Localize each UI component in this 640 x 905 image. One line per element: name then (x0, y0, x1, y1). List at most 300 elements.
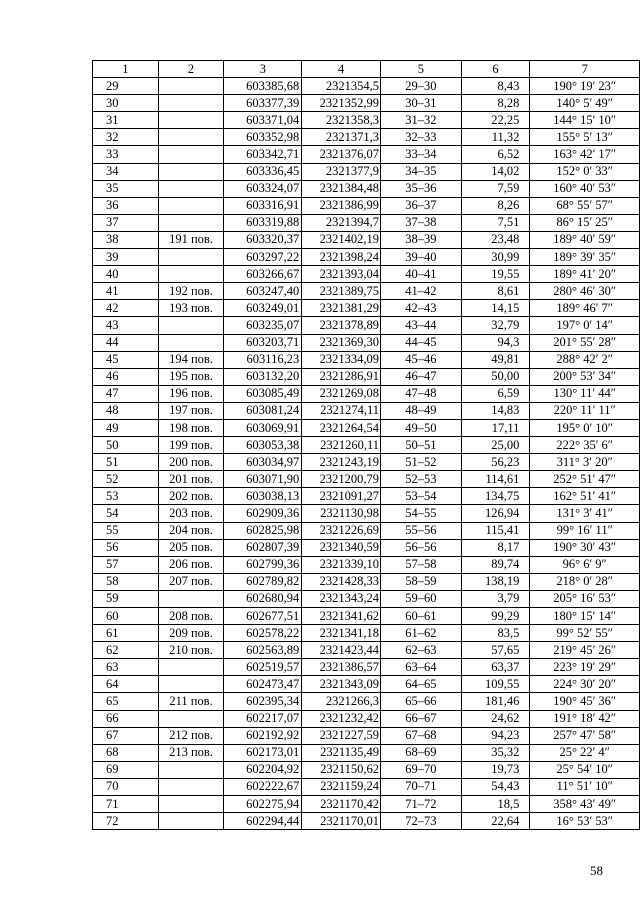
turn-label-cell: 212 пов. (158, 727, 224, 744)
table-row (93, 112, 640, 129)
turn-label-cell: 205 пов. (158, 539, 224, 556)
segment-cell: 57–58 (381, 556, 462, 573)
turn-label-cell: 200 пов. (158, 454, 224, 471)
coordinate-y-cell: 2321352,99 (302, 95, 381, 112)
length-cell: 109,55 (461, 676, 530, 693)
turn-label-cell (158, 266, 224, 283)
bearing-cell: 280° 46′ 30″ (530, 283, 640, 300)
table-row (93, 659, 640, 676)
table-row (93, 539, 640, 556)
bearing-cell: 16° 53′ 53″ (530, 813, 640, 830)
length-cell: 8,28 (461, 95, 530, 112)
segment-cell: 30–31 (381, 95, 462, 112)
length-cell: 14,15 (461, 300, 530, 317)
bearing-cell: 190° 45′ 36″ (530, 693, 640, 710)
coordinate-x-cell: 602222,67 (224, 778, 302, 795)
turn-label-cell: 211 пов. (158, 693, 224, 710)
coordinates-table (92, 60, 640, 830)
length-cell: 8,61 (461, 283, 530, 300)
bearing-cell: 252° 51′ 47″ (530, 471, 640, 488)
length-cell: 22,25 (461, 112, 530, 129)
segment-cell: 58–59 (381, 573, 462, 590)
coordinate-x-cell: 603336,45 (224, 163, 302, 180)
table-row (93, 351, 640, 368)
table-row (93, 642, 640, 659)
point-number-cell: 62 (93, 642, 159, 659)
coordinate-y-cell: 2321334,09 (302, 351, 381, 368)
coordinate-x-cell: 602799,36 (224, 556, 302, 573)
table-row (93, 471, 640, 488)
table-row (93, 146, 640, 163)
length-cell: 18,5 (461, 796, 530, 813)
coordinate-x-cell: 603266,67 (224, 266, 302, 283)
point-number-cell: 32 (93, 129, 159, 146)
coordinate-y-cell: 2321358,3 (302, 112, 381, 129)
segment-cell: 65–66 (381, 693, 462, 710)
coordinate-x-cell: 603247,40 (224, 283, 302, 300)
point-number-cell: 56 (93, 539, 159, 556)
segment-cell: 33–34 (381, 146, 462, 163)
length-cell: 181,46 (461, 693, 530, 710)
turn-label-cell (158, 146, 224, 163)
table-row (93, 488, 640, 505)
segment-cell: 41–42 (381, 283, 462, 300)
point-number-cell: 41 (93, 283, 159, 300)
turn-label-cell (158, 78, 224, 95)
point-number-cell: 58 (93, 573, 159, 590)
turn-label-cell: 206 пов. (158, 556, 224, 573)
turn-label-cell: 191 пов. (158, 231, 224, 248)
coordinates-table-body (93, 61, 640, 830)
table-row (93, 300, 640, 317)
length-cell: 134,75 (461, 488, 530, 505)
coordinate-y-cell: 2321384,48 (302, 180, 381, 197)
table-row (93, 129, 640, 146)
bearing-cell: 190° 30′ 43″ (530, 539, 640, 556)
length-cell: 63,37 (461, 659, 530, 676)
coordinate-x-cell: 603071,90 (224, 471, 302, 488)
segment-cell: 67–68 (381, 727, 462, 744)
length-cell: 25,00 (461, 437, 530, 454)
length-cell: 83,5 (461, 625, 530, 642)
coordinate-x-cell: 603203,71 (224, 334, 302, 351)
table-row (93, 454, 640, 471)
length-cell: 8,43 (461, 78, 530, 95)
table-row (93, 573, 640, 590)
bearing-cell: 140° 5′ 49″ (530, 95, 640, 112)
point-number-cell: 72 (93, 813, 159, 830)
point-number-cell: 49 (93, 419, 159, 436)
length-cell: 99,29 (461, 608, 530, 625)
bearing-cell: 160° 40′ 53″ (530, 180, 640, 197)
table-row (93, 231, 640, 248)
bearing-cell: 25° 22′ 4″ (530, 744, 640, 761)
segment-cell: 66–67 (381, 710, 462, 727)
coordinate-y-cell: 2321170,01 (302, 813, 381, 830)
turn-label-cell: 192 пов. (158, 283, 224, 300)
segment-cell: 64–65 (381, 676, 462, 693)
coordinate-x-cell: 603034,97 (224, 454, 302, 471)
length-cell: 32,79 (461, 317, 530, 334)
length-cell: 23,48 (461, 231, 530, 248)
point-number-cell: 61 (93, 625, 159, 642)
segment-cell: 68–69 (381, 744, 462, 761)
table-row (93, 317, 640, 334)
length-cell: 22,64 (461, 813, 530, 830)
length-cell: 114,61 (461, 471, 530, 488)
coordinate-y-cell: 2321386,57 (302, 659, 381, 676)
column-header-6: 6 (461, 61, 530, 78)
coordinate-y-cell: 2321243,19 (302, 454, 381, 471)
segment-cell: 53–54 (381, 488, 462, 505)
segment-cell: 31–32 (381, 112, 462, 129)
segment-cell: 63–64 (381, 659, 462, 676)
point-number-cell: 54 (93, 505, 159, 522)
point-number-cell: 46 (93, 368, 159, 385)
bearing-cell: 189° 39′ 35″ (530, 249, 640, 266)
segment-cell: 46–47 (381, 368, 462, 385)
point-number-cell: 63 (93, 659, 159, 676)
bearing-cell: 180° 15′ 14″ (530, 608, 640, 625)
bearing-cell: 201° 55′ 28″ (530, 334, 640, 351)
coordinate-y-cell: 2321341,62 (302, 608, 381, 625)
coordinate-x-cell: 602473,47 (224, 676, 302, 693)
length-cell: 6,59 (461, 385, 530, 402)
turn-label-cell: 202 пов. (158, 488, 224, 505)
turn-label-cell: 197 пов. (158, 402, 224, 419)
turn-label-cell: 203 пов. (158, 505, 224, 522)
bearing-cell: 144° 15′ 10″ (530, 112, 640, 129)
table-row (93, 95, 640, 112)
coordinate-y-cell: 2321286,91 (302, 368, 381, 385)
bearing-cell: 257° 47′ 58″ (530, 727, 640, 744)
bearing-cell: 25° 54′ 10″ (530, 761, 640, 778)
coordinate-x-cell: 603069,91 (224, 419, 302, 436)
turn-label-cell: 196 пов. (158, 385, 224, 402)
coordinate-y-cell: 2321269,08 (302, 385, 381, 402)
coordinate-x-cell: 602578,22 (224, 625, 302, 642)
coordinate-x-cell: 603316,91 (224, 197, 302, 214)
length-cell: 94,23 (461, 727, 530, 744)
point-number-cell: 68 (93, 744, 159, 761)
segment-cell: 49–50 (381, 419, 462, 436)
coordinate-y-cell: 2321130,98 (302, 505, 381, 522)
coordinate-y-cell: 2321377,9 (302, 163, 381, 180)
coordinate-y-cell: 2321343,24 (302, 590, 381, 607)
table-row (93, 676, 640, 693)
table-row (93, 813, 640, 830)
table-row (93, 402, 640, 419)
point-number-cell: 59 (93, 590, 159, 607)
turn-label-cell: 198 пов. (158, 419, 224, 436)
coordinate-x-cell: 603132,20 (224, 368, 302, 385)
table-row (93, 761, 640, 778)
bearing-cell: 311° 3′ 20″ (530, 454, 640, 471)
coordinate-x-cell: 602192,92 (224, 727, 302, 744)
length-cell: 89,74 (461, 556, 530, 573)
coordinate-x-cell: 603377,39 (224, 95, 302, 112)
segment-cell: 48–49 (381, 402, 462, 419)
bearing-cell: 191° 18′ 42″ (530, 710, 640, 727)
segment-cell: 54–55 (381, 505, 462, 522)
page-number: 58 (590, 863, 603, 878)
coordinate-y-cell: 2321227,59 (302, 727, 381, 744)
point-number-cell: 69 (93, 761, 159, 778)
coordinate-x-cell: 602519,57 (224, 659, 302, 676)
point-number-cell: 38 (93, 231, 159, 248)
coordinate-x-cell: 602807,39 (224, 539, 302, 556)
turn-label-cell (158, 778, 224, 795)
bearing-cell: 130° 11′ 44″ (530, 385, 640, 402)
column-header-4: 4 (302, 61, 381, 78)
coordinate-x-cell: 603038,13 (224, 488, 302, 505)
length-cell: 7,51 (461, 214, 530, 231)
table-row (93, 78, 640, 95)
point-number-cell: 29 (93, 78, 159, 95)
column-header-3: 3 (224, 61, 302, 78)
point-number-cell: 64 (93, 676, 159, 693)
point-number-cell: 55 (93, 522, 159, 539)
segment-cell: 39–40 (381, 249, 462, 266)
coordinate-x-cell: 603085,49 (224, 385, 302, 402)
coordinate-x-cell: 602680,94 (224, 590, 302, 607)
bearing-cell: 11° 51′ 10″ (530, 778, 640, 795)
bearing-cell: 195° 0′ 10″ (530, 419, 640, 436)
segment-cell: 71–72 (381, 796, 462, 813)
coordinate-x-cell: 603320,37 (224, 231, 302, 248)
bearing-cell: 224° 30′ 20″ (530, 676, 640, 693)
coordinate-x-cell: 602825,98 (224, 522, 302, 539)
column-header-2: 2 (158, 61, 224, 78)
table-row (93, 693, 640, 710)
segment-cell: 43–44 (381, 317, 462, 334)
turn-label-cell: 193 пов. (158, 300, 224, 317)
turn-label-cell: 201 пов. (158, 471, 224, 488)
point-number-cell: 31 (93, 112, 159, 129)
coordinate-x-cell: 603081,24 (224, 402, 302, 419)
coordinate-y-cell: 2321260,11 (302, 437, 381, 454)
length-cell: 115,41 (461, 522, 530, 539)
point-number-cell: 67 (93, 727, 159, 744)
point-number-cell: 53 (93, 488, 159, 505)
bearing-cell: 190° 19′ 23″ (530, 78, 640, 95)
table-row (93, 522, 640, 539)
coordinate-y-cell: 2321135,49 (302, 744, 381, 761)
coordinate-y-cell: 2321398,24 (302, 249, 381, 266)
segment-cell: 40–41 (381, 266, 462, 283)
point-number-cell: 36 (93, 197, 159, 214)
segment-cell: 59–60 (381, 590, 462, 607)
length-cell: 35,32 (461, 744, 530, 761)
turn-label-cell: 210 пов. (158, 642, 224, 659)
length-cell: 30,99 (461, 249, 530, 266)
point-number-cell: 60 (93, 608, 159, 625)
coordinate-x-cell: 602909,36 (224, 505, 302, 522)
coordinate-x-cell: 603371,04 (224, 112, 302, 129)
coordinate-x-cell: 603352,98 (224, 129, 302, 146)
column-header-5: 5 (381, 61, 462, 78)
table-row (93, 796, 640, 813)
table-row (93, 368, 640, 385)
turn-label-cell (158, 590, 224, 607)
length-cell: 50,00 (461, 368, 530, 385)
coordinate-x-cell: 603324,07 (224, 180, 302, 197)
turn-label-cell: 208 пов. (158, 608, 224, 625)
turn-label-cell (158, 676, 224, 693)
length-cell: 94,3 (461, 334, 530, 351)
bearing-cell: 358° 43′ 49″ (530, 796, 640, 813)
coordinate-x-cell: 603319,88 (224, 214, 302, 231)
coordinate-x-cell: 602789,82 (224, 573, 302, 590)
coordinate-x-cell: 603116,23 (224, 351, 302, 368)
length-cell: 7,59 (461, 180, 530, 197)
turn-label-cell (158, 180, 224, 197)
coordinate-y-cell: 2321226,69 (302, 522, 381, 539)
turn-label-cell (158, 796, 224, 813)
turn-label-cell (158, 95, 224, 112)
point-number-cell: 39 (93, 249, 159, 266)
bearing-cell: 220° 11′ 11″ (530, 402, 640, 419)
coordinate-y-cell: 2321354,5 (302, 78, 381, 95)
bearing-cell: 189° 41′ 20″ (530, 266, 640, 283)
segment-cell: 50–51 (381, 437, 462, 454)
length-cell: 3,79 (461, 590, 530, 607)
bearing-cell: 218° 0′ 28″ (530, 573, 640, 590)
point-number-cell: 47 (93, 385, 159, 402)
table-row (93, 590, 640, 607)
coordinate-x-cell: 603235,07 (224, 317, 302, 334)
length-cell: 126,94 (461, 505, 530, 522)
coordinate-y-cell: 2321393,04 (302, 266, 381, 283)
column-header-1: 1 (93, 61, 159, 78)
coordinate-y-cell: 2321423,44 (302, 642, 381, 659)
segment-cell: 42–43 (381, 300, 462, 317)
segment-cell: 51–52 (381, 454, 462, 471)
length-cell: 17,11 (461, 419, 530, 436)
turn-label-cell (158, 813, 224, 830)
turn-label-cell (158, 249, 224, 266)
table-row (93, 778, 640, 795)
segment-cell: 62–63 (381, 642, 462, 659)
coordinate-y-cell: 2321159,24 (302, 778, 381, 795)
length-cell: 54,43 (461, 778, 530, 795)
coordinate-x-cell: 602217,07 (224, 710, 302, 727)
coordinate-y-cell: 2321402,19 (302, 231, 381, 248)
bearing-cell: 200° 53′ 34″ (530, 368, 640, 385)
coordinate-y-cell: 2321343,09 (302, 676, 381, 693)
coordinate-y-cell: 2321389,75 (302, 283, 381, 300)
coordinate-y-cell: 2321340,59 (302, 539, 381, 556)
segment-cell: 36–37 (381, 197, 462, 214)
segment-cell: 72–73 (381, 813, 462, 830)
header-row (93, 61, 640, 78)
point-number-cell: 52 (93, 471, 159, 488)
length-cell: 11,32 (461, 129, 530, 146)
table-row (93, 197, 640, 214)
table-row (93, 334, 640, 351)
table-row (93, 214, 640, 231)
point-number-cell: 66 (93, 710, 159, 727)
point-number-cell: 37 (93, 214, 159, 231)
segment-cell: 29–30 (381, 78, 462, 95)
coordinate-y-cell: 2321266,3 (302, 693, 381, 710)
segment-cell: 69–70 (381, 761, 462, 778)
bearing-cell: 189° 46′ 7″ (530, 300, 640, 317)
point-number-cell: 50 (93, 437, 159, 454)
point-number-cell: 71 (93, 796, 159, 813)
bearing-cell: 222° 35′ 6″ (530, 437, 640, 454)
coordinate-x-cell: 602275,94 (224, 796, 302, 813)
coordinate-x-cell: 602204,92 (224, 761, 302, 778)
segment-cell: 34–35 (381, 163, 462, 180)
length-cell: 19,55 (461, 266, 530, 283)
bearing-cell: 189° 40′ 59″ (530, 231, 640, 248)
segment-cell: 45–46 (381, 351, 462, 368)
length-cell: 8,17 (461, 539, 530, 556)
coordinate-y-cell: 2321376,07 (302, 146, 381, 163)
bearing-cell: 223° 19′ 29″ (530, 659, 640, 676)
coordinate-x-cell: 602677,51 (224, 608, 302, 625)
segment-cell: 37–38 (381, 214, 462, 231)
table-row (93, 266, 640, 283)
table-row (93, 727, 640, 744)
length-cell: 49,81 (461, 351, 530, 368)
coordinate-y-cell: 2321428,33 (302, 573, 381, 590)
length-cell: 24,62 (461, 710, 530, 727)
turn-label-cell (158, 214, 224, 231)
segment-cell: 47–48 (381, 385, 462, 402)
point-number-cell: 44 (93, 334, 159, 351)
turn-label-cell (158, 710, 224, 727)
table-row (93, 419, 640, 436)
coordinate-x-cell: 603249,01 (224, 300, 302, 317)
point-number-cell: 51 (93, 454, 159, 471)
turn-label-cell: 194 пов. (158, 351, 224, 368)
table-row (93, 163, 640, 180)
segment-cell: 60–61 (381, 608, 462, 625)
length-cell: 8,26 (461, 197, 530, 214)
coordinate-y-cell: 2321264,54 (302, 419, 381, 436)
coordinate-x-cell: 602563,89 (224, 642, 302, 659)
coordinate-x-cell: 602395,34 (224, 693, 302, 710)
length-cell: 6,52 (461, 146, 530, 163)
turn-label-cell (158, 659, 224, 676)
table-row (93, 437, 640, 454)
point-number-cell: 34 (93, 163, 159, 180)
coordinate-y-cell: 2321170,42 (302, 796, 381, 813)
coordinate-y-cell: 2321381,29 (302, 300, 381, 317)
table-row (93, 710, 640, 727)
turn-label-cell (158, 334, 224, 351)
point-number-cell: 65 (93, 693, 159, 710)
turn-label-cell: 209 пов. (158, 625, 224, 642)
table-row (93, 249, 640, 266)
table-row (93, 608, 640, 625)
coordinate-x-cell: 603053,38 (224, 437, 302, 454)
turn-label-cell: 207 пов. (158, 573, 224, 590)
bearing-cell: 197° 0′ 14″ (530, 317, 640, 334)
point-number-cell: 30 (93, 95, 159, 112)
point-number-cell: 35 (93, 180, 159, 197)
bearing-cell: 155° 5′ 13″ (530, 129, 640, 146)
segment-cell: 35–36 (381, 180, 462, 197)
turn-label-cell: 199 пов. (158, 437, 224, 454)
coordinate-y-cell: 2321339,10 (302, 556, 381, 573)
turn-label-cell (158, 761, 224, 778)
point-number-cell: 40 (93, 266, 159, 283)
table-row (93, 625, 640, 642)
bearing-cell: 99° 52′ 55″ (530, 625, 640, 642)
